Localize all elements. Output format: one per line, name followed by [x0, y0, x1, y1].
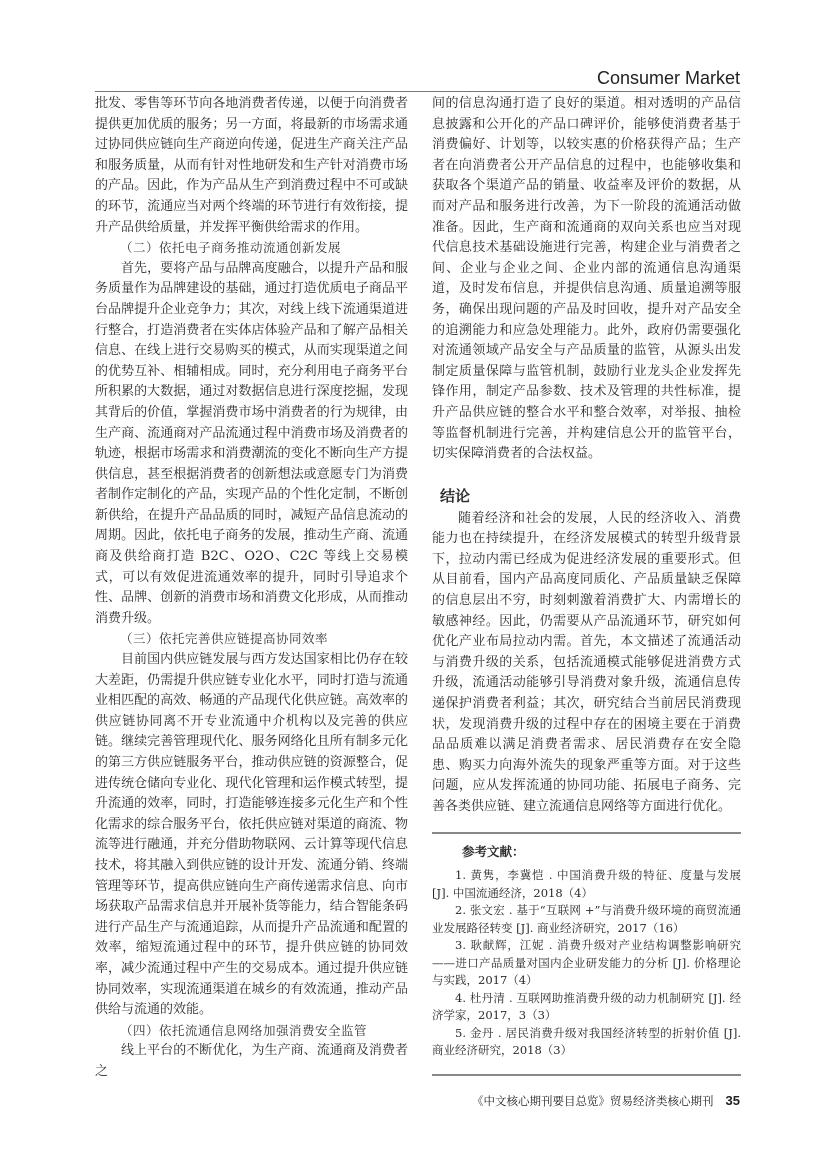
paragraph: 批发、零售等环节向各地消费者传递，以便于向消费者提供更加优质的服务；另一方面，将最新的市场需求通过协同供应链向生产商逆向传递，促进生产商关注产品和服务质量，从而有针对性地研发和生产针对消费市场的产品。因此，作为产品从生产到消费过程中不可或缺的环节，流通应当对两个终端的环节进行有效衔接，提升产品供给质量，并发挥平衡供给需求的作用。: [95, 96, 408, 235]
page-number: 35: [725, 1093, 740, 1108]
reference-item: 3. 耿献辉，江妮 . 消费升级对产业结构调整影响研究——进口产品质量对国内企业研发能力的分析 [J]. 价格理论与实践，2017（4）: [432, 938, 741, 988]
footer-journal: 《中文核心期刊要目总览》贸易经济类核心期刊: [472, 1096, 714, 1108]
left-column: [95, 94, 408, 1083]
paragraph: 间的信息沟通打造了良好的渠道。相对透明的产品信息披露和公开化的产品口碑评价，能够使消费者基于消费偏好、计划等，以较实惠的价格获得产品；生产者在向消费者公开产品信息的过程中，也能够收集和获取各个渠道产品的销量、收益率及评价的数据，从而对产品和服务进行改善，为下一阶段的流通活动做准备。因此，生产商和流通商的双向关系也应当对现代信息技术基础设施进行完善，构建企业与消费者之间、企业与企业之间、企业内部的流通信息沟通渠道，及时发布信息，并提供信息沟通、质量追溯等服务，确保出现问题的产品及时回收，提升对产品安全的追溯能力和应急处理能力。此外，政府仍需要强化对流通领域产品安全与产品质量的监管，从源头出发制定质量保障与监管机制，鼓励行业龙头企业发挥先锋作用，制定产品参数、技术及管理的共性标准，提升产品供应链的整合水平和整合效率，对举报、抽检等监督机制进行完善，并构建信息公开的监管平台，切实保障消费者的合法权益。: [432, 96, 741, 462]
page-footer: [472, 1093, 740, 1109]
conclusion-paragraph: 随着经济和社会的发展，人民的经济收入、消费能力也在持续提升，在经济发展模式的转型升级背景下，拉动内需已经成为促进经济发展的重要形式。但从目前看，国内产品高度同质化、产品质量缺乏保障的信息层出不穷，时刻刺激着消费扩大、内需增长的敏感神经。因此，仍需要从产品流通环节，研究如何优化产业布局拉动内需。首先，本文描述了流通活动与消费升级的关系，包括流通模式能够促进消费方式升级，流通活动能够引导消费对象升级，流通信息传递保护消费者利益；其次，研究结合当前居民消费现状，发现消费升级的过程中存在的困境主要在于消费品品质难以满足消费者需求、居民消费存在安全隐患、购买力向海外流失的现象严重等方面。对于这些问题，应从发挥流通的协同功能、拓展电子商务、完善各类供应链、建立流通信息网络等方面进行优化。: [432, 510, 741, 814]
reference-item: 1. 黄隽，李冀恺 . 中国消费升级的特征、度量与发展 [J]. 中国流通经济，2018（4）: [432, 868, 741, 900]
conclusion-heading: 结论: [440, 487, 471, 505]
header-divider: [95, 91, 740, 92]
paragraph: 首先，要将产品与品牌高度融合，以提升产品和服务质量作为品牌建设的基础，通过打造优质电子商品平台品牌提升企业竞争力；其次，对线上线下流通渠道进行整合，打造消费者在实体店体验产品和了解产品相关信息、在线上进行交易购买的模式，从而实现渠道之间的优势互补、相辅相成。同时，充分利用电子商务平台所积累的大数据，通过对数据信息进行深度挖掘，发现其背后的价值，掌握消费市场中消费者的行为规律，由生产商、流通商对产品流通过程中消费市场及消费者的轨迹，根据市场需求和消费潮流的变化不断向生产方提供信息，甚至根据消费者的创新想法或意愿专门为消费者制作定制化的产品，实现产品的个性化定制，不断创新供给，在提升产品品质的同时，减短产品信息流动的周期。因此，依托电子商务的发展，推动生产商、流通商及供给商打造 B2C、O2O、C2C 等线上交易模式，可以有效促进流通效率的提升，同时引导追求个性、品牌、创新的消费市场和消费文化形成，从而推动消费升级。: [95, 260, 408, 626]
reference-item: 4. 杜丹清 . 互联网助推消费升级的动力机制研究 [J]. 经济学家，2017，3（3）: [432, 990, 741, 1023]
references-title: 参考文献：: [462, 844, 525, 859]
reference-item: 2. 张文宏 . 基于“互联网 +”与消费升级环境的商贸流通业发展路径转变 [J]. 商业经济研究，2017（16）: [432, 903, 741, 935]
right-column: [432, 94, 741, 1076]
running-header-title: Consumer Market: [596, 68, 740, 88]
section-heading: （四）依托流通信息网络加强消费安全监管: [120, 1022, 368, 1038]
section-heading: （三）依托完善供应链提高协同效率: [120, 631, 329, 647]
section-heading: （二）依托电子商务推动流通创新发展: [120, 240, 342, 256]
paragraph: 目前国内供应链发展与西方发达国家相比仍存在较大差距，仍需提升供应链专业化水平，同时打造与流通业相匹配的高效、畅通的产品现代化供应链。高效率的供应链协同离不开专业流通中介机构以及完善的供应链。继续完善管理现代化、服务网络化且所有制多元化的第三方供应链服务平台，推动供应链的资源整合，促进传统仓储向专业化、现代化管理和运作模式转型，提升流通的效率，同时，打造能够连接多元化生产和个性化需求的综合服务平台，依托供应链对渠道的商流、物流等进行融通，并充分借助物联网、云计算等现代信息技术，将其融入到供应链的设计开发、流通分销、终端管理等环节，提高供应链向生产商传递需求信息、向市场获取产品需求信息并开展补货等能力，结合智能条码进行产品生产与流通追踪，从而提升产品流通和配置的效率，缩短流通过程中的环节，提升供应链的协同效率，减少流通过程中产生的交易成本。通过提升供应链协同效率，实现流通渠道在城乡的有效流通，推动产品供给与流通的效能。: [95, 652, 408, 1018]
references-box: [432, 832, 741, 1076]
reference-item: 5. 金丹 . 居民消费升级对我国经济转型的折射价值 [J]. 商业经济研究，2018（3）: [432, 1025, 741, 1058]
paragraph: 线上平台的不断优化，为生产商、流通商及消费者之: [95, 1043, 408, 1079]
